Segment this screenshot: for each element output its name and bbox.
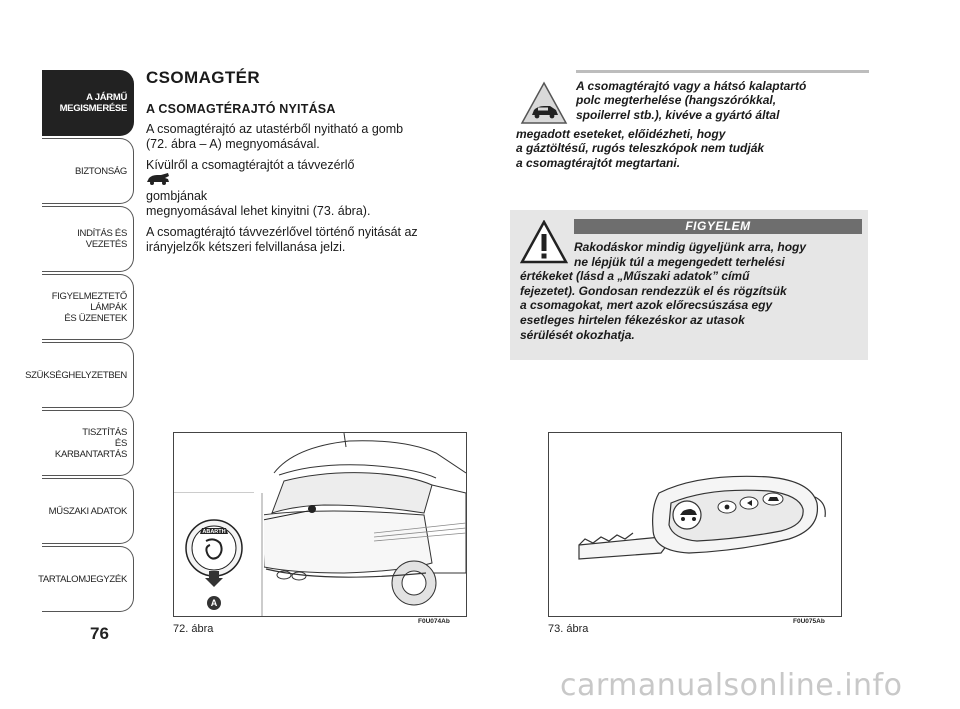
note-line-3: spoilerrel stb.), kivéve a gyártó által: [576, 107, 780, 122]
sidebar-tab-label: A JÁRMŰ MEGISMERÉSE: [59, 92, 127, 114]
sidebar-tab[interactable]: [42, 138, 134, 204]
callout-a: A: [210, 598, 218, 608]
sidebar-tab-label: FIGYELMEZTETŐ LÁMPÁK ÉS ÜZENETEK: [51, 290, 127, 324]
main-text-column: [146, 68, 491, 261]
figure-73-caption: 73. ábra: [548, 623, 589, 635]
figure-73-key-fob: [548, 432, 842, 617]
note-line-2: polc megterhelése (hangszórókkal,: [576, 93, 777, 108]
chapter-sidebar: [25, 70, 134, 614]
sidebar-tab[interactable]: [38, 546, 134, 612]
figure-72-code: F0U074Ab: [418, 618, 450, 625]
warning-box: [510, 210, 868, 360]
section-subtitle: A CSOMAGTÉRAJTÓ NYITÁSA: [146, 102, 336, 116]
note-rule: [576, 70, 869, 73]
abarth-badge-text: ABARTH: [202, 529, 226, 535]
warning-header: FIGYELEM: [574, 219, 862, 234]
note-box: [516, 70, 869, 170]
sidebar-tab-label: SZÜKSÉGHELYZETBEN: [25, 369, 127, 381]
sidebar-tab[interactable]: [42, 478, 134, 544]
section-title: CSOMAGTÉR: [146, 68, 261, 87]
trunk-open-icon: [146, 173, 170, 189]
sidebar-tab-label: BIZTONSÁG: [74, 165, 127, 177]
sidebar-tab-label: INDÍTÁS ÉS VEZETÉS: [77, 228, 127, 250]
sidebar-tab[interactable]: [42, 70, 134, 136]
warning-line-2: ne lépjük túl a megengedett terhelési: [574, 254, 785, 269]
paragraph-3: A csomagtérajtó távvezérlővel történő nyitását az irányjelzők kétszeri felvillanása jelzi.: [146, 225, 418, 254]
paragraph-2-before: Kívülről a csomagtérajtót a távvezérlő: [146, 158, 355, 172]
sidebar-tab[interactable]: [42, 274, 134, 340]
sidebar-tab-label: MŰSZAKI ADATOK: [48, 505, 127, 517]
figure-73-code: F0U075Ab: [793, 618, 825, 625]
warning-rest: értékeket (lásd a „Műszaki adatok” című fejezetet). Gondosan rendezzük el és rögzítsük a csomagokat, mert azok előrecsúszása egy esetleges hirtelen fékezéskor az utasok sérülését okozhatja.: [520, 269, 787, 342]
paragraph-2: [146, 158, 491, 219]
sidebar-tab[interactable]: [42, 410, 134, 476]
note-line-1: A csomagtérajtó vagy a hátsó kalaptartó: [576, 79, 807, 93]
warning-text: [520, 240, 862, 342]
note-text: [516, 79, 869, 170]
sidebar-tab[interactable]: [42, 206, 134, 272]
note-rest: megadott eseteket, előidézheti, hogy a gáztöltésű, rugós teleszkópok nem tudják a csomagtérajtót megtartani.: [516, 127, 765, 170]
car-warning-icon: [520, 81, 568, 125]
sidebar-tab-label: TARTALOMJEGYZÉK: [38, 573, 127, 585]
figure-72-caption: 72. ábra: [173, 623, 214, 635]
sidebar-tab-label: TISZTÍTÁS ÉS KARBANTARTÁS: [54, 426, 127, 460]
paragraph-1: A csomagtérajtó az utastérből nyitható a gomb (72. ábra – A) megnyomásával.: [146, 122, 404, 151]
paragraph-2-after: gombjának megnyomásával lehet kinyitni (73. ábra).: [146, 189, 371, 218]
sidebar-tab[interactable]: [25, 342, 134, 408]
watermark: carmanualsonline.info: [560, 668, 903, 703]
page-number: 76: [90, 624, 109, 643]
figure-72-car-rear: [173, 432, 467, 617]
warning-line-1: Rakodáskor mindig ügyeljünk arra, hogy: [574, 240, 807, 254]
